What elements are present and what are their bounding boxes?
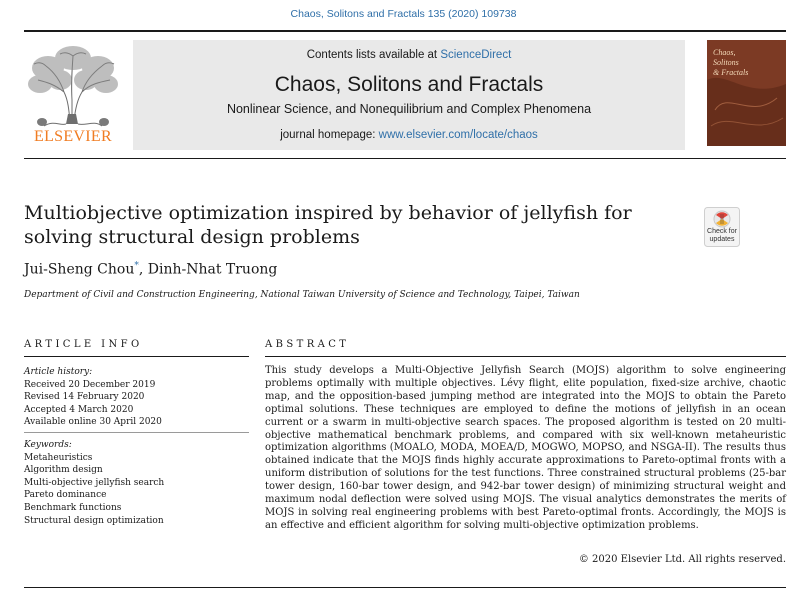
keyword-item: Multi-objective jellyfish search (24, 477, 165, 488)
crossmark-line-2: updates (709, 236, 735, 243)
history-label: Article history: (24, 367, 93, 377)
history-item: Revised 14 February 2020 (24, 392, 145, 403)
keyword-item: Structural design optimization (24, 515, 164, 526)
journal-banner (133, 40, 685, 150)
article-title-line-1: Multiobjective optimization inspired by behavior of jellyfish for (24, 202, 632, 224)
author-name[interactable]: Jui-Sheng Chou (24, 261, 135, 278)
cover-title-1: Chaos, (713, 48, 736, 57)
history-item: Available online 30 April 2020 (24, 417, 162, 428)
article-info-heading: ARTICLE INFO (24, 339, 143, 350)
keyword-item: Metaheuristics (24, 452, 93, 463)
keywords (24, 439, 249, 527)
copyright-notice: © 2020 Elsevier Ltd. All rights reserved. (578, 554, 786, 565)
corresponding-author-mark[interactable]: * (134, 261, 139, 271)
author-separator: , (138, 261, 148, 278)
contents-line (133, 49, 685, 61)
abstract-heading: ABSTRACT (265, 339, 350, 350)
keyword-item: Pareto dominance (24, 490, 107, 501)
crossmark-label (700, 228, 744, 244)
cover-title-2: Solitons (713, 58, 739, 67)
homepage-prefix: journal homepage: (280, 129, 379, 141)
contents-prefix: Contents lists available at (306, 49, 441, 61)
affiliation: Department of Civil and Construction Engineering, National Taiwan University of Science and Technology, Taipei, Taiwan (24, 290, 580, 300)
keywords-label: Keywords: (24, 440, 72, 450)
article-title-line-2: solving structural design problems (24, 226, 360, 248)
abstract-text: This study develops a Multi-Objective Jellyfish Search (MOJS) algorithm to solve engineering problems optimally with multiple objectives. Lévy flight, elite population, fixed-size archive, chaotic map, and the opposition-based jumping method are integrated into the MOJS to obtain the Pareto optimal solutions. These techniques are employed to define the motions of jellyfish in an ocean current or a swarm in multi-objective search spaces. The proposed algorithm is tested on 20 multi-objective mathematical benchmark problems, and compared with six well-known metaheuristic optimization algorithms (MOALO, MODA, MOEA/D, MOGWO, MOPSO, and NSGA-II). The results thus obtained indicate that the MOJS finds highly accurate approximations to Pareto-optimal fronts with a uniform distribution of solutions for the test functions. Three constrained structural problems (25-bar tower design, 160-bar tower design, and 942-bar tower design) of minimizing structural weight and maximum nodal deflection were solved using MOJS. The visual analytics demonstrates the merits of MOJS in solving real engineering problems with best Pareto-optimal fronts. Accordingly, the MOJS is an effective and efficient algorithm for solving multi-objective optimization problems. (265, 365, 786, 531)
history-item: Accepted 4 March 2020 (24, 404, 134, 415)
keyword-item: Benchmark functions (24, 502, 122, 513)
crossmark-line-1: Check for (707, 228, 737, 235)
homepage-line (133, 129, 685, 141)
masthead-top-rule (24, 30, 786, 32)
masthead-bottom-rule (24, 158, 786, 159)
journal-homepage-link[interactable]: www.elsevier.com/locate/chaos (378, 129, 538, 141)
publisher-name: ELSEVIER (34, 128, 112, 145)
cover-title-3: & Fractals (713, 68, 749, 77)
author-name[interactable]: Dinh-Nhat Truong (147, 261, 278, 278)
history-item: Received 20 December 2019 (24, 379, 156, 390)
journal-subtitle: Nonlinear Science, and Nonequilibrium and Complex Phenomena (226, 102, 592, 116)
article-info-divider (24, 432, 249, 433)
citation-header[interactable]: Chaos, Solitons and Fractals 135 (2020) 109738 (290, 8, 517, 20)
author-list (24, 261, 277, 278)
article-title (24, 201, 684, 249)
abstract-bottom-rule (24, 587, 786, 588)
journal-cover-art (707, 40, 786, 146)
abstract-rule (265, 356, 786, 357)
keyword-item: Algorithm design (24, 465, 103, 476)
sciencedirect-link[interactable]: ScienceDirect (440, 49, 512, 61)
journal-cover-thumbnail[interactable] (707, 40, 786, 146)
article-history (24, 366, 249, 429)
journal-title: Chaos, Solitons and Fractals (274, 73, 544, 96)
article-info-rule (24, 356, 249, 357)
